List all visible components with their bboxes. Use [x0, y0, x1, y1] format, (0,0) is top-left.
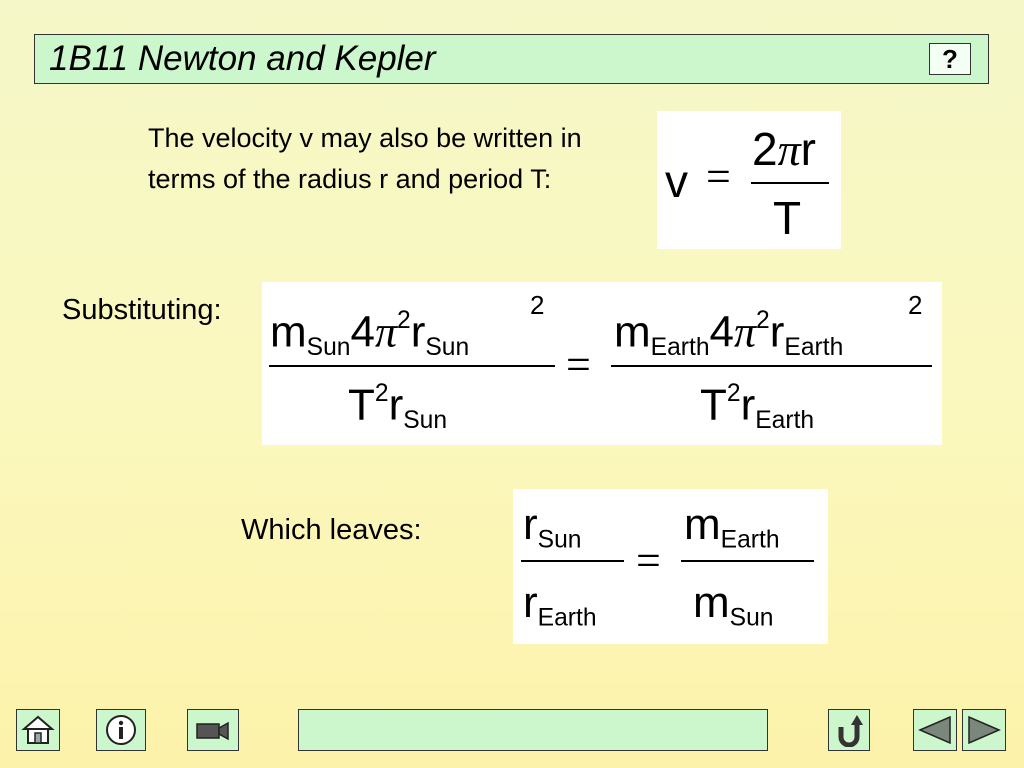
- pi-symbol: π: [777, 124, 801, 175]
- return-button[interactable]: [828, 709, 870, 751]
- result-equation: [513, 489, 828, 644]
- pi-symbol: π: [374, 307, 398, 357]
- which-leaves-label: Which leaves:: [241, 514, 422, 546]
- right-denominator: $T^2r_{Earth}$: [700, 380, 815, 435]
- left-denominator: $T^2r_{Sun}$: [348, 380, 448, 435]
- info-icon: [104, 713, 138, 747]
- result-right-numerator: $m_{Earth}$: [684, 500, 780, 554]
- velocity-fraction-bar: [751, 182, 829, 184]
- equals-sign: =: [566, 340, 591, 389]
- info-button[interactable]: [96, 709, 146, 751]
- velocity-lhs: v: [665, 155, 688, 207]
- right-fraction-bar: [611, 365, 932, 367]
- left-numerator: $m_{Sun}4\pi^2r_{Sun}$: [270, 307, 470, 362]
- velocity-equation: [657, 111, 841, 249]
- equals-sign: =: [636, 536, 661, 585]
- equals-sign: =: [706, 152, 731, 201]
- page-title: 1B11 Newton and Kepler: [49, 39, 436, 78]
- right-numerator-exponent: 2: [908, 290, 923, 320]
- result-left-numerator: $r_{Sun}$: [523, 500, 582, 554]
- left-numerator-exponent: 2: [530, 290, 545, 320]
- velocity-denominator: T: [773, 192, 802, 244]
- home-icon: [21, 714, 55, 746]
- substituting-label: Substituting:: [62, 294, 222, 326]
- next-button[interactable]: [962, 709, 1006, 751]
- video-camera-icon: [195, 718, 231, 742]
- result-left-fraction-bar: [521, 560, 624, 562]
- status-field: [298, 709, 768, 751]
- velocity-numerator: 2πr: [752, 123, 816, 175]
- result-left-denominator: $r_{Earth}$: [523, 578, 597, 632]
- intro-text: The velocity v may also be written in terms of the radius r and period T:: [148, 123, 582, 194]
- result-right-fraction-bar: [681, 560, 814, 562]
- help-icon: ?: [942, 44, 958, 74]
- help-button[interactable]: [929, 43, 971, 75]
- left-fraction-bar: [269, 365, 555, 367]
- result-right-denominator: $m_{Sun}$: [693, 578, 774, 632]
- previous-arrow-icon: [917, 714, 953, 746]
- home-button[interactable]: [16, 709, 60, 751]
- next-arrow-icon: [966, 714, 1002, 746]
- right-numerator: $m_{Earth}4\pi^2r_{Earth}$: [614, 307, 844, 362]
- substitution-equation: [262, 282, 942, 445]
- pi-symbol: π: [734, 307, 757, 357]
- return-icon: [833, 713, 865, 747]
- previous-button[interactable]: [913, 709, 957, 751]
- video-button[interactable]: [187, 709, 239, 751]
- title-bar: [34, 34, 989, 84]
